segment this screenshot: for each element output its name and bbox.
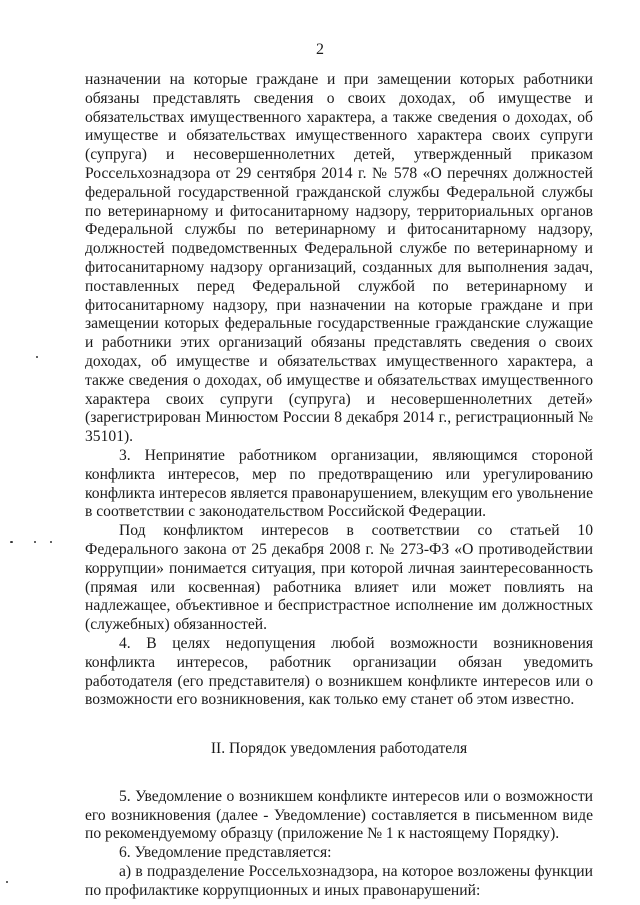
paragraph-item-3: 3. Непринятие работником организации, являющимся стороной конфликта интересов, мер по предотвращению или урегулированию конфликта интересов является правонарушением, влекущим его увольнение в соответствии с законодательством Российской Федерации. <box>85 446 593 521</box>
paragraph-conflict-definition: Под конфликтом интересов в соответствии со статьей 10 Федерального закона от 25 декабря 2008 г. № 273-ФЗ «О противодействии коррупции» понимается ситуация, при которой личная заинтересованность (прямая или косвенная) работника влияет или может повлиять на надлежащее, объективное и беспристрастное исполнение им должностных (служебных) обязанностей. <box>85 522 593 634</box>
scan-speck <box>34 541 36 543</box>
paragraph-continuation: назначении на которые граждане и при замещении которых работники обязаны представлять сведения о своих доходах, об имуществе и обязательствах имущественного характера, а также сведения о доходах, об имуществе и обязательствах имущественного характера своих супруги (супруга) и несовершеннолетних детей, утвержденный приказом Россельхознадзора от 29 сентября 2014 г. № 578 «О перечнях должностей федеральной государственной гражданской службы Федеральной службы по ветеринарному и фитосанитарному надзору, территориальных органов Федеральной службы по ветеринарному и фитосанитарному надзору, должностей подведомственных Федеральной службе по ветеринарному и фитосанитарному надзору организаций, созданных для выполнения задач, поставленных перед Федеральной службой по ветеринарному и фитосанитарному надзору, при назначении на которые граждане и при замещении которых федеральные государственные гражданские служащие и работники этих организаций обязаны представлять сведения о своих доходах, об имуществе и обязательствах имущественного характера, а также сведения о доходах, об имуществе и обязательствах имущественного характера своих супруги (супруга) и несовершеннолетних детей» (зарегистрирован Минюстом России 8 декабря 2014 г., регистрационный № 35101). <box>85 71 593 446</box>
section-heading: II. Порядок уведомления работодателя <box>210 740 468 758</box>
paragraph-item-6a: а) в подразделение Россельхознадзора, на которое возложены функции по профилактике коррупционных и иных правонарушений: <box>85 863 593 899</box>
scan-speck <box>50 541 52 543</box>
scan-speck <box>10 541 13 543</box>
document-body <box>85 71 593 901</box>
scan-speck <box>36 356 38 358</box>
paragraph-item-4: 4. В целях недопущения любой возможности возникновения конфликта интересов, работник организации обязан уведомить работодателя (его представителя) о возникшем конфликте интересов или о возможности его возникновения, как только ему станет об этом известно. <box>85 634 593 709</box>
page-number: 2 <box>316 41 324 58</box>
paragraph-item-6: 6. Уведомление представляется: <box>119 844 332 862</box>
paragraph-item-5: 5. Уведомление о возникшем конфликте интересов или о возможности его возникновения (далее - Уведомление) составляется в письменном виде по рекомендуемому образцу (приложение № 1 к настоящему Порядку). <box>85 787 593 843</box>
scan-speck <box>6 881 8 883</box>
